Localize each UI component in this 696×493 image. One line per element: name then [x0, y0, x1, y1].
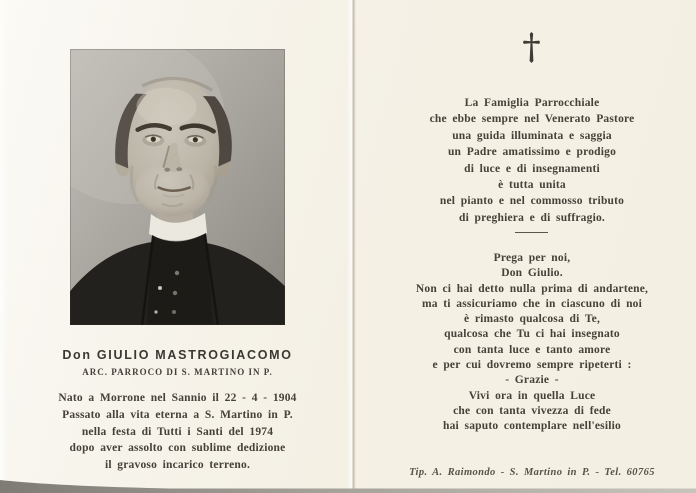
bio-line: il gravoso incarico terreno. [104, 459, 251, 472]
dedication-line: di preghiera e di suffragio. [458, 211, 606, 224]
bio-line: Nato a Morrone nel Sannio il 22 - 4 - 1904 [58, 392, 297, 404]
bio-line: Passato alla vita eterna a S. Martino in P. [62, 408, 293, 421]
dedication-block [355, 95, 696, 226]
bio-line: nella festa di Tutti i Santi del 1974 [81, 425, 274, 438]
priest-portrait-photo [70, 49, 285, 325]
prayer-line: con tanta luce e tanto amore [453, 343, 611, 356]
card-fold-line [347, 0, 358, 493]
cross-icon [523, 32, 540, 63]
portrait-illustration [70, 49, 285, 325]
dedication-line: è tutta unita [498, 179, 566, 192]
prayer-line: e per cui dovremo sempre ripeterti : [432, 359, 632, 372]
dedication-line: La Famiglia Parrocchiale [464, 97, 600, 109]
printer-credit: Tip. A. Raimondo - S. Martino in P. - Tel. 60765 [409, 467, 655, 478]
prayer-line: che con tanta vivezza di fede [453, 404, 611, 417]
dedication-line: che ebbe sempre nel Venerato Pastore [429, 113, 635, 126]
prayer-line: Prega per noi, [493, 252, 571, 264]
prayer-line: hai saputo contemplare nell'esilio [443, 420, 621, 433]
prayer-line: Don Giulio. [501, 267, 563, 280]
dedication-line: un Padre amatissimo e prodigo [447, 146, 617, 159]
prayer-line: Vivi ora in quella Luce [468, 389, 596, 402]
deceased-name: Don GIULIO MASTROGIACOMO [62, 348, 293, 362]
section-divider [515, 232, 548, 233]
prayer-line: qualcosa che Tu ci hai insegnato [444, 328, 620, 341]
dedication-line: una guida illuminata e saggia [452, 129, 612, 142]
biography-block [0, 390, 355, 474]
bio-line: dopo aver assolto con sublime dedizione [69, 442, 286, 455]
right-panel [355, 0, 696, 493]
prayer-line: - Grazie - [505, 374, 559, 387]
prayer-line: è rimasto qualcosa di Te, [463, 313, 601, 326]
dedication-line: di luce e di insegnamenti [464, 162, 600, 175]
prayer-line: Non ci hai detto nulla prima di andartene, [415, 282, 649, 295]
prayer-block [355, 251, 696, 435]
deceased-role: ARC. PARROCO DI S. MARTINO IN P. [82, 367, 273, 377]
dedication-line: nel pianto e nel commosso tributo [439, 195, 625, 208]
scan-bottom-edge [0, 479, 696, 493]
prayer-line: ma ti assicuriamo che in ciascuno di noi [421, 297, 643, 310]
